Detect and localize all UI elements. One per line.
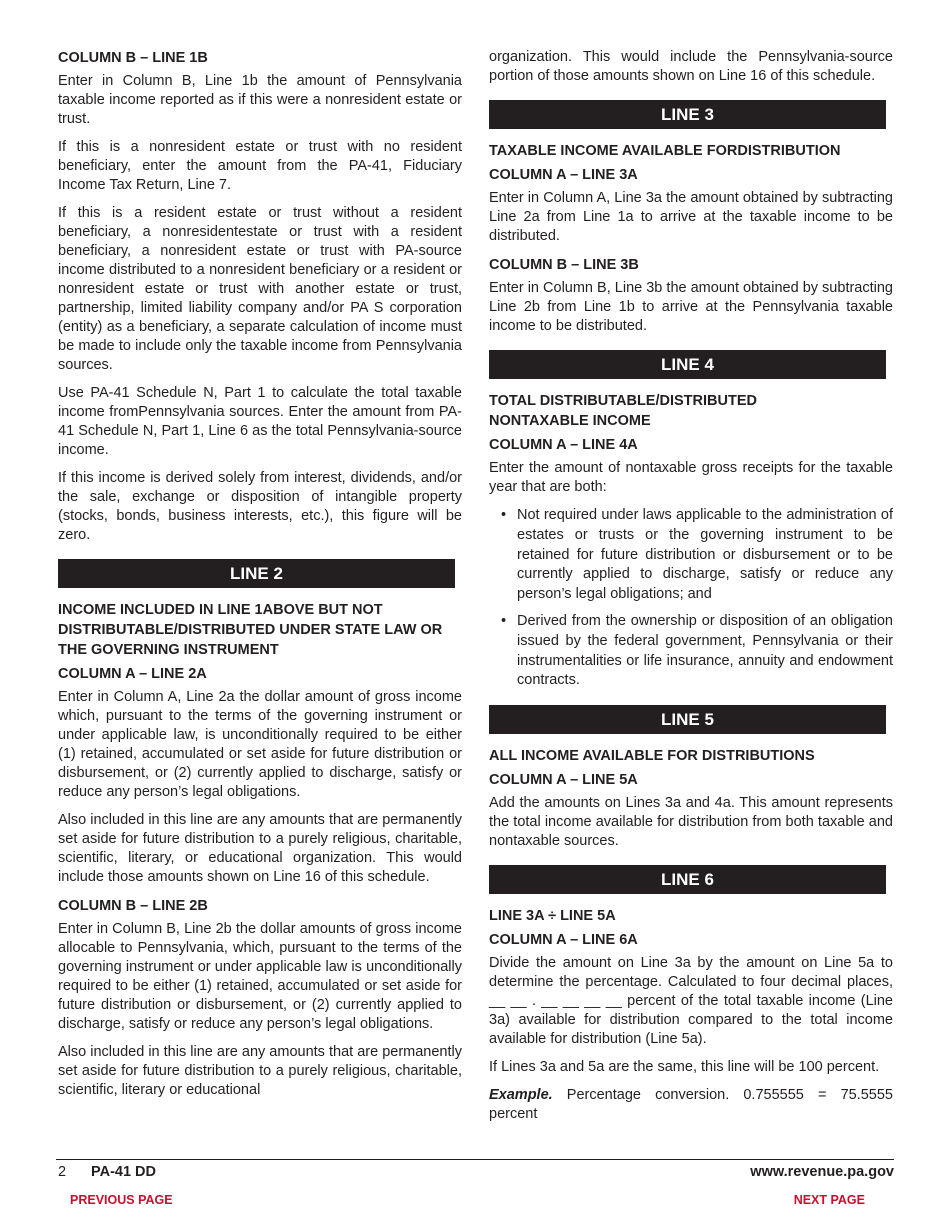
line-3-section-bar: LINE 3	[489, 100, 886, 129]
col-b-line-2b-heading: COLUMN B – LINE 2B	[58, 898, 208, 914]
col-a-line-3a-paragraph: Enter in Column A, Line 3a the amount obtained by subtracting Line 2a from Line 1a to arrive at the taxable income to be distributed.	[489, 190, 893, 244]
col-a-line-4a-paragraph: Enter the amount of nontaxable gross receipts for the taxable year that are both:	[489, 460, 893, 495]
bullet-icon: •	[501, 612, 507, 629]
col-a-line-3a-heading: COLUMN A – LINE 3A	[489, 167, 638, 183]
page-footer	[58, 1162, 894, 1182]
bullet-text-1: Not required under laws applicable to the administration of estates or trusts or the governing instrument to be retained for future distribution or disbursement or to be currently applied to discharge, satisfy or reduce any person’s legal obligations; and	[517, 507, 893, 603]
page-number: 2	[58, 1164, 67, 1180]
line-6-heading: LINE 3A ÷ LINE 5A	[489, 908, 616, 925]
col-a-line-6a-paragraph-1: Divide the amount on Line 3a by the amount on Line 5a to determine the percentage. Calculated to four decimal places, __ __ . __ __ __ __ percent of the total taxable income (Line 3a) available for distribution compared to the total income available for distribution (Line 5a).	[489, 955, 893, 1048]
example-label: Example.	[489, 1087, 553, 1104]
col-a-line-2a-paragraph-1: Enter in Column A, Line 2a the dollar amount of gross income which, pursuant to the terms of the governing instrument or under applicable law, is unconditionally required to be either (1) retained, accumulated or set aside for future distribution or disbursement, or (2) currently applied to discharge, satisfy or reduce any person’s legal obligations.	[58, 689, 462, 800]
line-2-section-bar: LINE 2	[58, 559, 455, 588]
col-a-line-2a-paragraph-2: Also included in this line are any amounts that are permanently set aside for future distribution to a purely religious, charitable, scientific, literary, or educational organization. This would include those amounts shown on Line 16 of this schedule.	[58, 812, 462, 885]
col-b-line-1b-paragraph-4: Use PA-41 Schedule N, Part 1 to calculate the total taxable income fromPennsylvania sources. Enter the amount from PA-41 Schedule N, Part 1, Line 6 as the total Pennsylvania-source income.	[58, 385, 462, 458]
col-b-line-2b-paragraph-2-continued: organization. This would include the Pennsylvania-source portion of those amounts shown on Line 16 of this schedule.	[489, 49, 893, 84]
col-b-line-1b-paragraph-5: If this income is derived solely from interest, dividends, and/or the sale, exchange or disposition of intangible property (stocks, bonds, business interests, etc.), this figure will be zero.	[58, 470, 462, 543]
col-b-line-1b-paragraph-2: If this is a nonresident estate or trust with no resident beneficiary, enter the amount from the PA-41, Fiduciary Income Tax Return, Line 7.	[58, 139, 462, 193]
line-5-section-bar: LINE 5	[489, 705, 886, 734]
col-a-line-5a-paragraph: Add the amounts on Lines 3a and 4a. This amount represents the total income available for distribution from both taxable and nontaxable sources.	[489, 795, 893, 850]
right-column	[489, 48, 893, 1133]
col-a-line-6a-heading: COLUMN A – LINE 6A	[489, 932, 638, 949]
footer-divider	[56, 1159, 894, 1160]
col-b-line-3b-paragraph: Enter in Column B, Line 3b the amount obtained by subtracting Line 2b from Line 1b to arrive at the Pennsylvania taxable income to be distributed.	[489, 280, 893, 334]
line-2-heading: INCOME INCLUDED IN LINE 1ABOVE BUT NOT DISTRIBUTABLE/DISTRIBUTED UNDER STATE LAW OR THE GOVERNING INSTRUMENT	[58, 602, 443, 658]
col-b-line-2b-paragraph-1: Enter in Column B, Line 2b the dollar amounts of gross income allocable to Pennsylvania, which, pursuant to the terms of the governing instrument or under applicable law is unconditionally required to be either (1) retained, accumulated or set aside for future distribution or disbursement, or (2) currently applied to discharge, satisfy or reduce any person’s legal obligations.	[58, 921, 462, 1032]
col-b-line-1b-heading: COLUMN B – LINE 1B	[58, 50, 208, 66]
col-a-line-4a-heading: COLUMN A – LINE 4A	[489, 437, 638, 453]
col-a-line-2a-heading: COLUMN A – LINE 2A	[58, 666, 207, 682]
line-4-heading: TOTAL DISTRIBUTABLE/DISTRIBUTED NONTAXABLE INCOME	[489, 393, 757, 429]
left-column	[58, 48, 462, 1109]
example-text: Percentage conversion. 0.755555 = 75.5555 percent	[489, 1087, 893, 1123]
col-b-line-2b-paragraph-2: Also included in this line are any amounts that are permanently set aside for future distribution to a purely religious, charitable, scientific, literary or educational	[58, 1044, 462, 1098]
list-item	[489, 612, 893, 691]
bullet-text-2: Derived from the ownership or disposition of an obligation issued by the federal government, Pennsylvania or their instrumentalities or life insurance, annuity and endowment contracts.	[517, 612, 893, 689]
line-3-heading: TAXABLE INCOME AVAILABLE FORDISTRIBUTION	[489, 143, 841, 159]
line-6-section-bar: LINE 6	[489, 865, 886, 894]
website-url: www.revenue.pa.gov	[750, 1164, 894, 1180]
col-a-line-6a-paragraph-2: If Lines 3a and 5a are the same, this line will be 100 percent.	[489, 1059, 880, 1076]
col-b-line-1b-paragraph-1: Enter in Column B, Line 1b the amount of Pennsylvania taxable income reported as if this were a nonresident estate or trust.	[58, 73, 462, 127]
next-page-link[interactable]: NEXT PAGE	[793, 1193, 865, 1207]
line-4-section-bar: LINE 4	[489, 350, 886, 379]
col-b-line-3b-heading: COLUMN B – LINE 3B	[489, 257, 639, 273]
form-name: PA-41 DD	[91, 1164, 156, 1180]
previous-page-link[interactable]: PREVIOUS PAGE	[70, 1193, 173, 1207]
bullet-icon: •	[501, 507, 507, 523]
line-4a-bullet-list	[489, 506, 893, 691]
example-paragraph	[489, 1086, 893, 1124]
line-5-heading: ALL INCOME AVAILABLE FOR DISTRIBUTIONS	[489, 748, 815, 765]
list-item	[489, 506, 893, 605]
col-a-line-5a-heading: COLUMN A – LINE 5A	[489, 772, 638, 789]
col-b-line-1b-paragraph-3: If this is a resident estate or trust without a resident beneficiary, a nonresidentestate or trust with a resident beneficiary, a nonresident estate or trust with PA-source income distributed to a nonresident beneficiary or a resident or nonresident estate or trust with another estate or trust, partnership, limited liability company and/or PA S corporation (entity) as a beneficiary, a separate calculation of income must be made to include only the taxable income from Pennsylvania sources.	[58, 205, 462, 373]
